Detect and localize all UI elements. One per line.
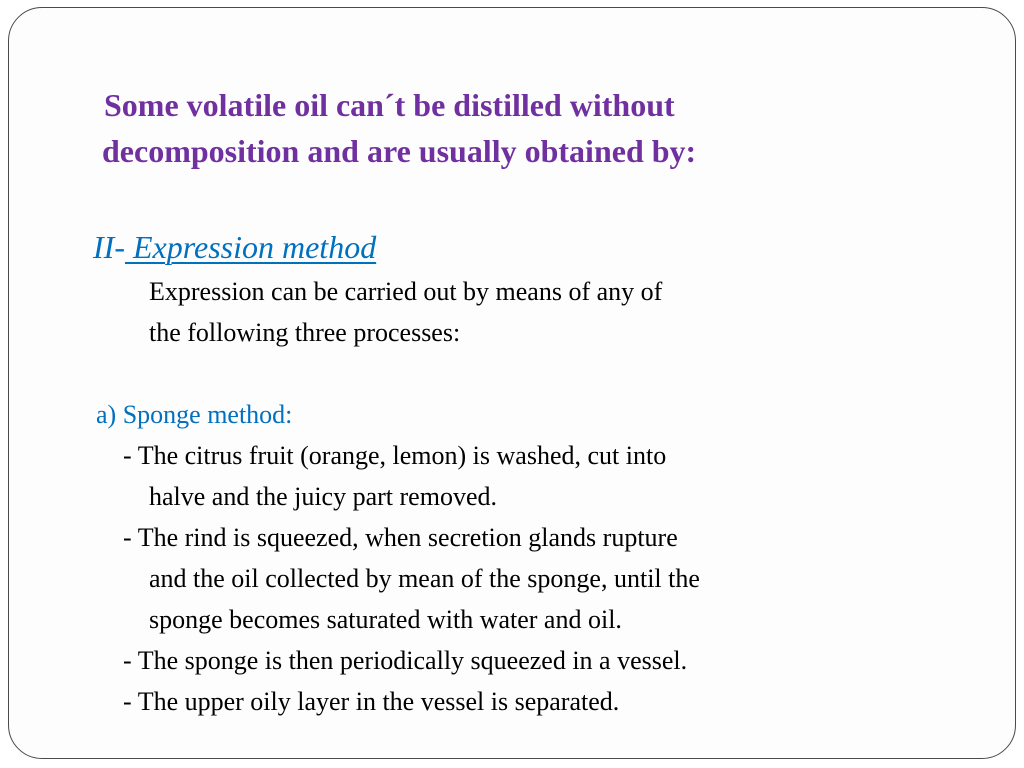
sponge-line-5: sponge becomes saturated with water and oil. [149,605,622,634]
slide-frame [8,7,1016,759]
heading-line-1: Some volatile oil can´t be distilled without [104,87,675,123]
sponge-line-2: halve and the juicy part removed. [149,482,497,511]
section-heading [93,227,376,267]
intro-line-1: Expression can be carried out by means of any of [149,277,663,306]
sponge-line-7: - The upper oily layer in the vessel is separated. [123,687,620,716]
sponge-line-4: and the oil collected by mean of the sponge, until the [149,564,700,593]
section-title: Expression method [124,229,377,265]
sponge-line-1: - The citrus fruit (orange, lemon) is washed, cut into [123,441,667,470]
sponge-method-title: a) Sponge method: [96,400,293,429]
intro-line-2: the following three processes: [149,318,461,347]
sponge-line-3: - The rind is squeezed, when secretion glands rupture [123,523,678,552]
sponge-line-6: - The sponge is then periodically squeezed in a vessel. [123,646,688,675]
heading-line-2: decomposition and are usually obtained by: [102,133,697,169]
section-number: II- [93,229,125,265]
